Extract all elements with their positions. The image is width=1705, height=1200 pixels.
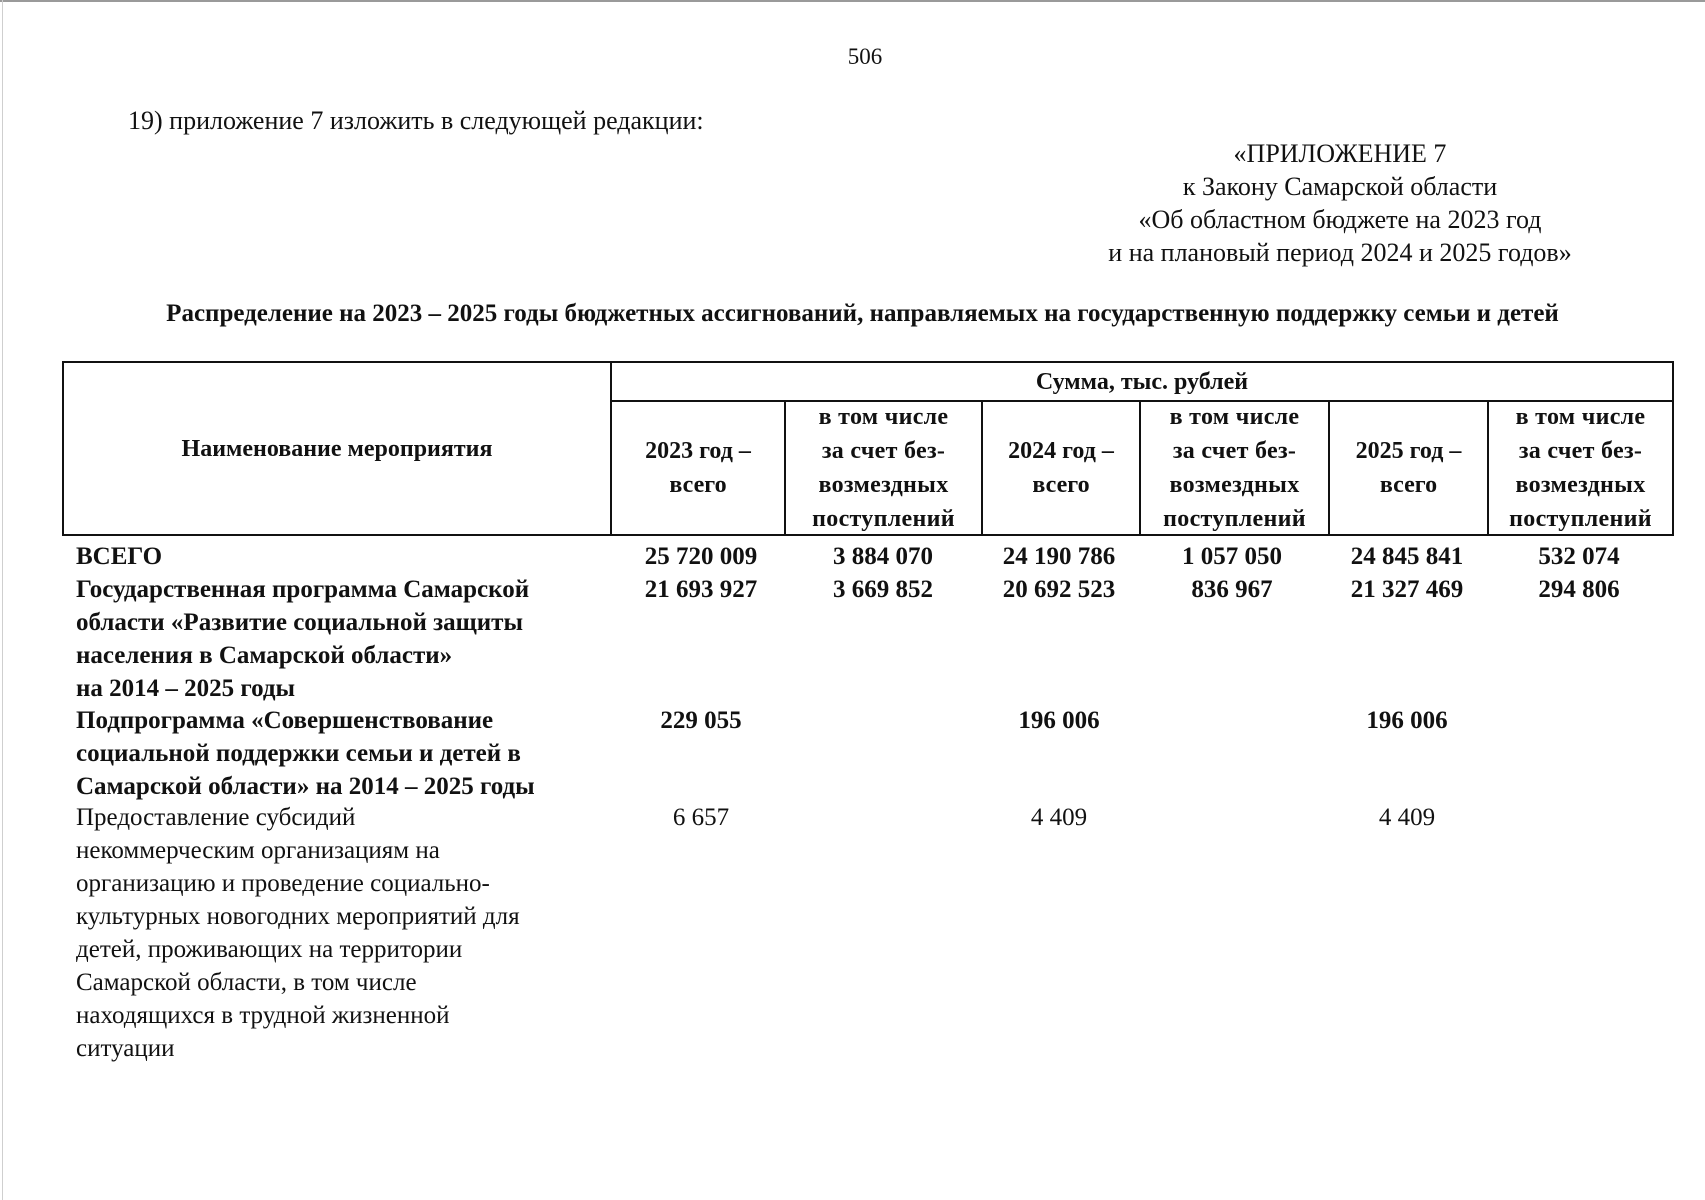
table-cell: 4 409 [1378,804,1436,831]
amendment-intro: 19) приложение 7 изложить в следующей редакции: [128,106,704,135]
table-cell: 6 657 [672,804,730,831]
header-col-2025-total: 2025 год – всего [1355,438,1462,498]
table-cell: 3 884 070 [833,543,933,570]
header-col-2024-grants: в том числе за счет без- возмездных поступлений [1163,404,1306,532]
document-title: Распределение на 2023 – 2025 годы бюджетных ассигнований, направляемых на государственную поддержку семьи и детей [166,300,1559,327]
header-col-2024-total: 2024 год – всего [1008,438,1114,498]
table-row-name: Подпрограмма «Совершенствование социальной поддержки семьи и детей в Самарской области» на 2014 – 2025 годы [76,707,535,800]
table-cell: 196 006 [1018,707,1100,734]
page-number: 506 [847,44,883,69]
table-cell: 294 806 [1538,576,1620,603]
table-cell: 196 006 [1366,707,1448,734]
header-col-2023-grants: в том числе за счет без- возмездных поступлений [812,404,955,532]
table-row-name: ВСЕГО [76,543,163,570]
table-cell: 20 692 523 [1002,576,1116,603]
table-cell: 532 074 [1538,543,1620,570]
table-cell: 24 845 841 [1350,543,1464,570]
table-row-name: Государственная программа Самарской области «Развитие социальной защиты населения в Самарской области» на 2014 – 2025 годы [76,576,530,702]
annex-heading [1040,137,1640,269]
table-row-name: Предоставление субсидий некоммерческим организациям на организацию и проведение социально- культурных новогодних мероприятий для детей, проживающих на территории Самарской области, в том числе находящихся в трудной жизненной ситуации [76,804,520,1062]
table-cell: 1 057 050 [1182,543,1282,570]
table-cell: 25 720 009 [644,543,758,570]
table-cell: 21 693 927 [644,576,758,603]
table-cell: 21 327 469 [1350,576,1464,603]
annex-line-1: «ПРИЛОЖЕНИЕ 7 [1233,139,1447,168]
table-cell: 3 669 852 [833,576,933,603]
table-cell: 229 055 [660,707,742,734]
table-cell: 24 190 786 [1002,543,1116,570]
table-cell: 4 409 [1030,804,1088,831]
header-col-2023-total: 2023 год – всего [645,438,751,498]
scan-edge-top [0,0,1705,2]
table-header [62,361,1674,536]
header-sum-group: Сумма, тыс. рублей [1035,368,1249,395]
header-col-2025-grants: в том числе за счет без- возмездных поступлений [1509,404,1652,532]
annex-line-2: к Закону Самарской области [1182,172,1498,201]
scan-edge-left [2,0,3,1200]
header-name-column: Наименование мероприятия [181,435,493,462]
annex-line-4: и на плановый период 2024 и 2025 годов» [1108,238,1572,267]
annex-line-3: «Об областном бюджете на 2023 год [1138,205,1542,234]
table-cell: 836 967 [1191,576,1273,603]
